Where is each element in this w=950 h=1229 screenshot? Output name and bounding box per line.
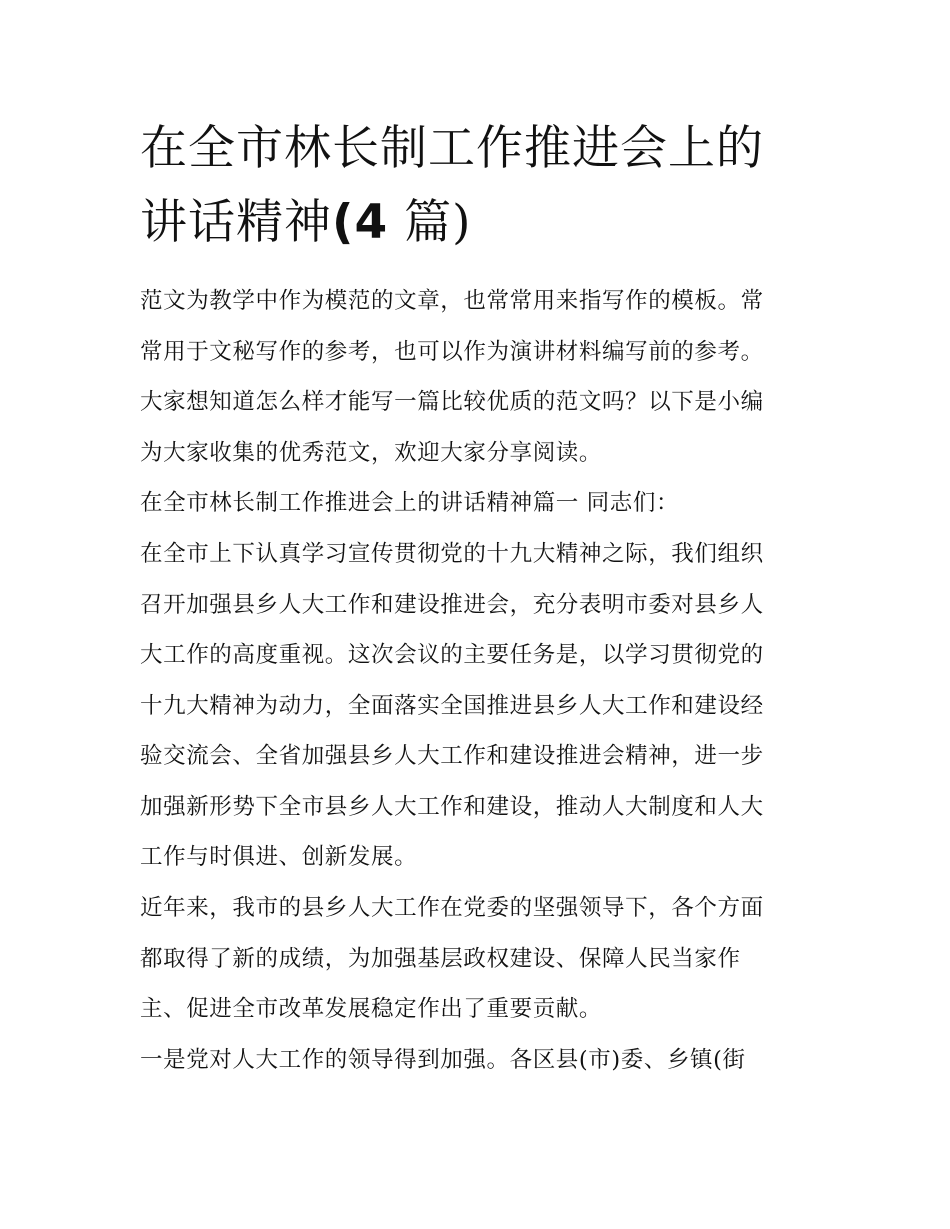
paragraph-line: 为大家收集的优秀范文，欢迎大家分享阅读。	[140, 439, 603, 466]
title-count-number: 4	[354, 195, 389, 250]
title-line-2-prefix: 讲话精神	[140, 195, 332, 250]
paragraph-line: 大家想知道怎么样才能写一篇比较优质的范文吗？以下是小编	[140, 389, 764, 415]
paragraph-line: 验交流会、全省加强县乡人大工作和建设推进会精神，进一步	[140, 743, 764, 769]
paragraph-line: 主、促进全市改革发展稳定作出了重要贡献。	[140, 996, 603, 1022]
paragraph-line: 工作与时俱进、创新发展。	[140, 844, 418, 870]
title-paren-open: (	[332, 195, 355, 250]
paragraph-line: 在全市上下认真学习宣传贯彻党的十九大精神之际，我们组织	[140, 541, 764, 567]
title-line-2	[140, 186, 820, 260]
paragraph-line: 召开加强县乡人大工作和建设推进会，充分表明市委对县乡人	[140, 591, 764, 618]
title-line-2-suffix: 篇)	[388, 195, 472, 250]
paragraph-line: 大工作的高度重视。这次会议的主要任务是，以学习贯彻党的	[140, 642, 764, 668]
paragraph-intro	[140, 276, 812, 478]
paragraph-line: 在全市林长制工作推进会上的讲话精神篇一 同志们：	[140, 490, 680, 516]
paragraph-line: 一是党对人大工作的领导得到加强。各区县(市)委、乡镇(街	[140, 1047, 746, 1073]
paragraph-line: 都取得了新的成绩，为加强基层政权建设、保障人民当家作	[140, 945, 741, 972]
paragraph-point-one	[140, 1035, 812, 1086]
paragraph-section-heading	[140, 478, 812, 529]
paragraph-line: 范文为教学中作为模范的文章，也常常用来指写作的模板。常	[140, 288, 764, 314]
paragraph-achievements	[140, 883, 812, 1035]
paragraph-line: 加强新形势下全市县乡人大工作和建设，推动人大制度和人大	[140, 793, 764, 820]
document-title	[140, 112, 820, 260]
paragraph-line: 常用于文秘写作的参考，也可以作为演讲材料编写前的参考。	[140, 338, 764, 365]
paragraph-opening	[140, 529, 812, 883]
paragraph-line: 十九大精神为动力，全面落实全国推进县乡人大工作和建设经	[140, 692, 764, 719]
title-line-1: 在全市林长制工作推进会上的	[140, 121, 764, 176]
paragraph-line: 近年来，我市的县乡人大工作在党委的坚强领导下，各个方面	[140, 895, 764, 921]
